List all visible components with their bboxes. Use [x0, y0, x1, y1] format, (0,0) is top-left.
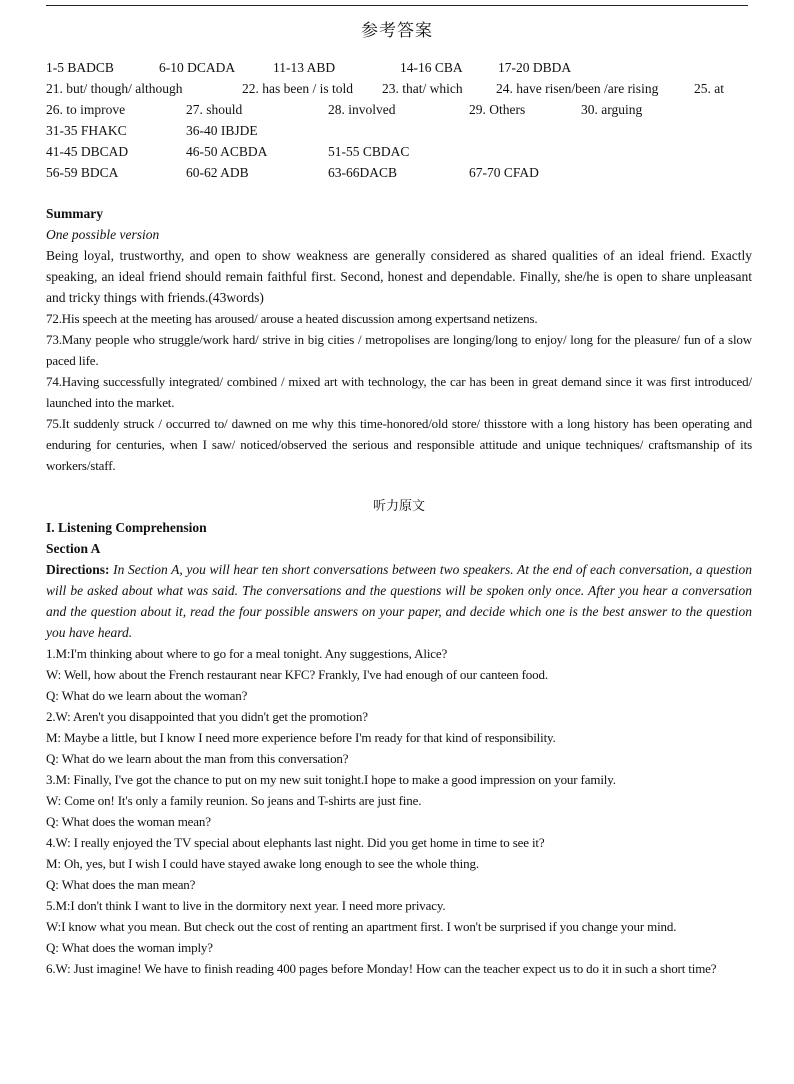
answer-row: [46, 120, 752, 141]
transcript-line: 3.M: Finally, I've got the chance to put on my new suit tonight.I hope to make a good impression on your family.: [46, 772, 616, 787]
answer-cell: 46-50 ACBDA: [186, 144, 268, 159]
top-rule: [46, 5, 748, 6]
answer-cell: 56-59 BDCA: [46, 165, 119, 180]
transcript-line: Q: What does the woman mean?: [46, 814, 211, 829]
listening-heading: 听力原文: [372, 499, 425, 514]
answer-cell: 21. but/ though/ although: [46, 81, 183, 96]
answer-row: [46, 78, 752, 99]
summary-section: [46, 203, 752, 308]
summary-subheading: One possible version: [46, 227, 160, 242]
transcript-line: 4.W: I really enjoyed the TV special about elephants last night. Did you get home in time to see it?: [46, 835, 545, 850]
answer-cell: 26. to improve: [46, 102, 126, 117]
transcript-line: M: Maybe a little, but I know I need more experience before I'm ready for that kind of responsibility.: [46, 730, 556, 745]
answer-row: [46, 141, 752, 162]
answer-cell: 60-62 ADB: [186, 165, 249, 180]
answer-cell: 25. at: [694, 81, 724, 96]
translation-item: 75.It suddenly struck / occurred to/ dawned on me why this time-honored/old store/ thisstore with a long history has been operating and enduring for centuries, when I saw/ noticed/observed the serious and responsible attitude and unique techniques/ craftsmanship of its workers/staff.: [46, 416, 752, 473]
summary-heading: Summary: [46, 206, 103, 221]
transcript-line: Q: What does the man mean?: [46, 877, 196, 892]
listening-section-label: Section A: [46, 541, 101, 556]
listening-section: [46, 496, 752, 979]
translation-section: [46, 308, 752, 476]
answer-cell: 51-55 CBDAC: [328, 144, 410, 159]
transcript-line: 2.W: Aren't you disappointed that you didn't get the promotion?: [46, 709, 368, 724]
answer-cell: 67-70 CFAD: [469, 165, 539, 180]
transcript-line: M: Oh, yes, but I wish I could have stayed awake long enough to see the whole thing.: [46, 856, 479, 871]
transcript-line: Q: What do we learn about the woman?: [46, 688, 248, 703]
transcript-line: Q: What does the woman imply?: [46, 940, 213, 955]
answer-cell: 36-40 IBJDE: [186, 123, 258, 138]
transcript-line: W: Come on! It's only a family reunion. So jeans and T-shirts are just fine.: [46, 793, 422, 808]
answer-cell: 23. that/ which: [382, 81, 463, 96]
answer-cell: 27. should: [186, 102, 243, 117]
answer-row: [46, 99, 752, 120]
directions-label: Directions:: [46, 562, 110, 577]
transcript-line: 1.M:I'm thinking about where to go for a meal tonight. Any suggestions, Alice?: [46, 646, 448, 661]
answer-cell: 1-5 BADCB: [46, 60, 114, 75]
summary-text: Being loyal, trustworthy, and open to show weakness are generally considered as shared qualities of an ideal friend. Exactly speaking, an ideal friend should remain faithful first. Second, honest and dependable. Finally, she/he is open to share unpleasant and tricky things with friends.(43words): [46, 248, 752, 305]
translation-item: 73.Many people who struggle/work hard/ strive in big cities / metropolises are longing/long to enjoy/ long for the pleasure/ fun of a slow paced life.: [46, 332, 752, 368]
answer-cell: 14-16 CBA: [400, 60, 463, 75]
answer-cell: 63-66DACB: [328, 165, 398, 180]
answer-cell: 6-10 DCADA: [159, 60, 236, 75]
answer-row: [46, 57, 752, 78]
translation-item: 74.Having successfully integrated/ combined / mixed art with technology, the car has been in great demand since it was first introduced/ launched into the market.: [46, 374, 752, 410]
answer-cell: 24. have risen/been /are rising: [496, 81, 659, 96]
answer-row: [46, 162, 752, 183]
transcript-line: Q: What do we learn about the man from this conversation?: [46, 751, 349, 766]
answer-cell: 29. Others: [469, 102, 526, 117]
directions-text: In Section A, you will hear ten short conversations between two speakers. At the end of each conversation, a question will be asked about what was said. The conversations and the questions will be spoken only once. After you hear a conversation and the question about it, read the four possible answers on your paper, and decide which one is the best answer to the question you have heard.: [46, 562, 752, 640]
answer-cell: 11-13 ABD: [273, 60, 336, 75]
answer-cell: 17-20 DBDA: [498, 60, 572, 75]
directions: [46, 559, 752, 643]
answer-key: [46, 57, 752, 183]
answer-cell: 31-35 FHAKC: [46, 123, 127, 138]
transcript-line: W: Well, how about the French restaurant near KFC? Frankly, I've had enough of our canteen food.: [46, 667, 548, 682]
transcript-line: W:I know what you mean. But check out the cost of renting an apartment first. I won't be surprised if you change your mind.: [46, 919, 677, 934]
listening-part: I. Listening Comprehension: [46, 520, 207, 535]
answer-cell: 28. involved: [328, 102, 396, 117]
answer-cell: 22. has been / is told: [242, 81, 353, 96]
answer-cell: 30. arguing: [581, 102, 643, 117]
transcript-line: 6.W: Just imagine! We have to finish reading 400 pages before Monday! How can the teacher expect us to do it in such a short time?: [46, 961, 717, 976]
answer-cell: 41-45 DBCAD: [46, 144, 129, 159]
transcript-line: 5.M:I don't think I want to live in the dormitory next year. I need more privacy.: [46, 898, 446, 913]
page-title: 参考答案: [361, 21, 433, 41]
translation-item: 72.His speech at the meeting has aroused/ arouse a heated discussion among expertsand netizens.: [46, 311, 538, 326]
